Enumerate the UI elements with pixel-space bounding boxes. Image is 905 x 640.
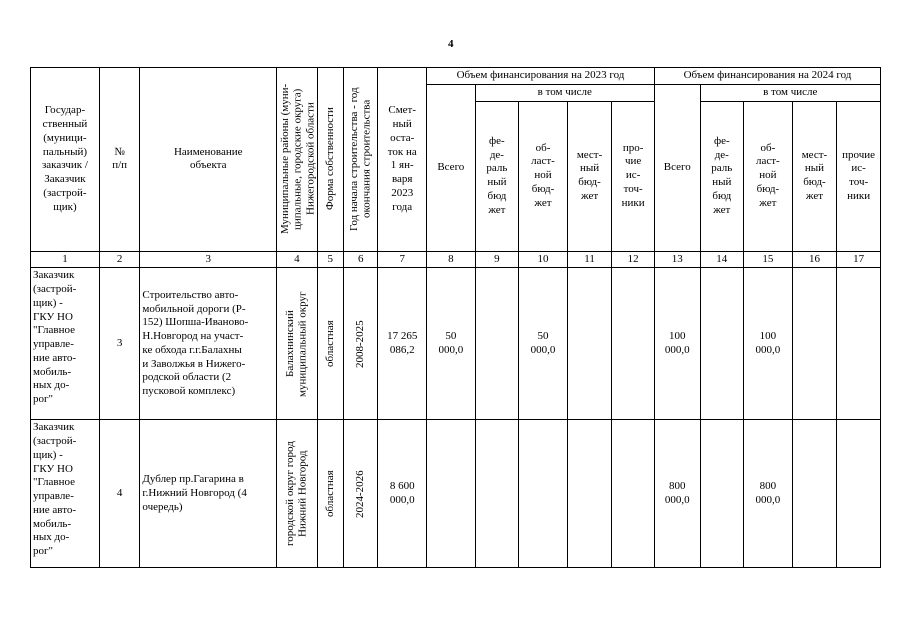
row-local-2024 bbox=[792, 420, 837, 568]
header-total-2023: Всего bbox=[427, 84, 476, 251]
row-federal-2024 bbox=[700, 420, 744, 568]
header-regional-2024: об- ласт- ной бюд- жет bbox=[744, 101, 793, 251]
row-object: Строительство авто- мобильной дороги (Р- 152) Шопша-Иваново- Н.Новгород на участ- ке обхода г.г.Балахны и Заволжья в Нижего- родской области (2 пусковой комплекс) bbox=[140, 268, 277, 420]
col-number: 12 bbox=[612, 251, 655, 268]
header-years: Год начала строительства - год окончания строительства bbox=[343, 68, 377, 252]
col-number: 2 bbox=[99, 251, 140, 268]
col-number: 6 bbox=[343, 251, 377, 268]
financing-table bbox=[30, 67, 881, 568]
row-ownership: областная bbox=[317, 268, 343, 420]
col-number: 3 bbox=[140, 251, 277, 268]
row-object: Дублер пр.Гагарина в г.Нижний Новгород (4 очередь) bbox=[140, 420, 277, 568]
row-local-2024 bbox=[792, 268, 837, 420]
header-num: № п/п bbox=[99, 68, 140, 252]
row-total-2024: 100 000,0 bbox=[654, 268, 700, 420]
row-total-2023: 50 000,0 bbox=[427, 268, 476, 420]
header-customer: Государ- ственный (муници- пальный) заказчик / Заказчик (застрой- щик) bbox=[31, 68, 100, 252]
header-incl-2024: в том числе bbox=[700, 84, 880, 101]
row-regional-2024: 800 000,0 bbox=[744, 420, 793, 568]
row-years: 2024-2026 bbox=[343, 420, 377, 568]
table-row bbox=[31, 420, 881, 568]
column-numbers-row bbox=[31, 251, 881, 268]
row-other-2023 bbox=[612, 420, 655, 568]
header-federal-2023: фе- де- раль ный бюд жет bbox=[475, 101, 519, 251]
row-other-2024 bbox=[837, 420, 881, 568]
page-number: 4 bbox=[448, 38, 454, 50]
row-federal-2023 bbox=[475, 420, 519, 568]
header-other-2023: про- чие ис- точ- ники bbox=[612, 101, 655, 251]
header-fin-2024: Объем финансирования на 2024 год bbox=[654, 68, 880, 85]
header-federal-2024: фе- де- раль ный бюд жет bbox=[700, 101, 744, 251]
col-number: 4 bbox=[277, 251, 318, 268]
row-local-2023 bbox=[567, 420, 612, 568]
header-incl-2023: в том числе bbox=[475, 84, 654, 101]
row-total-2024: 800 000,0 bbox=[654, 420, 700, 568]
row-remaining: 17 265 086,2 bbox=[378, 268, 427, 420]
row-years: 2008-2025 bbox=[343, 268, 377, 420]
row-ownership: областная bbox=[317, 420, 343, 568]
col-number: 17 bbox=[837, 251, 881, 268]
row-regional-2023 bbox=[519, 420, 568, 568]
row-other-2024 bbox=[837, 268, 881, 420]
col-number: 11 bbox=[567, 251, 612, 268]
col-number: 1 bbox=[31, 251, 100, 268]
row-district: Балахнинский муниципальный округ bbox=[277, 268, 318, 420]
row-remaining: 8 600 000,0 bbox=[378, 420, 427, 568]
col-number: 7 bbox=[378, 251, 427, 268]
row-total-2023 bbox=[427, 420, 476, 568]
col-number: 10 bbox=[519, 251, 568, 268]
header-districts: Муниципальные районы (муни- ципальные, городские округа) Нижегородской области bbox=[277, 68, 318, 252]
col-number: 16 bbox=[792, 251, 837, 268]
header-total-2024: Всего bbox=[654, 84, 700, 251]
col-number: 9 bbox=[475, 251, 519, 268]
header-remaining: Смет- ный оста- ток на 1 ян- варя 2023 года bbox=[378, 68, 427, 252]
col-number: 5 bbox=[317, 251, 343, 268]
col-number: 13 bbox=[654, 251, 700, 268]
row-district: городской округ город Нижний Новгород bbox=[277, 420, 318, 568]
col-number: 14 bbox=[700, 251, 744, 268]
header-object: Наименование объекта bbox=[140, 68, 277, 252]
row-customer: Заказчик (застрой- щик) - ГКУ НО "Главное управле- ние авто- мобиль- ных до- рог" bbox=[31, 420, 100, 568]
row-other-2023 bbox=[612, 268, 655, 420]
header-other-2024: прочие ис- точ- ники bbox=[837, 101, 881, 251]
row-federal-2023 bbox=[475, 268, 519, 420]
row-customer: Заказчик (застрой- щик) - ГКУ НО "Главное управле- ние авто- мобиль- ных до- рог" bbox=[31, 268, 100, 420]
col-number: 8 bbox=[427, 251, 476, 268]
table-row bbox=[31, 268, 881, 420]
header-ownership: Форма собственности bbox=[317, 68, 343, 252]
header-fin-2023: Объем финансирования на 2023 год bbox=[427, 68, 655, 85]
header-regional-2023: об- ласт- ной бюд- жет bbox=[519, 101, 568, 251]
row-num: 4 bbox=[99, 420, 140, 568]
col-number: 15 bbox=[744, 251, 793, 268]
row-num: 3 bbox=[99, 268, 140, 420]
header-local-2024: мест- ный бюд- жет bbox=[792, 101, 837, 251]
row-local-2023 bbox=[567, 268, 612, 420]
row-federal-2024 bbox=[700, 268, 744, 420]
header-local-2023: мест- ный бюд- жет bbox=[567, 101, 612, 251]
row-regional-2023: 50 000,0 bbox=[519, 268, 568, 420]
row-regional-2024: 100 000,0 bbox=[744, 268, 793, 420]
